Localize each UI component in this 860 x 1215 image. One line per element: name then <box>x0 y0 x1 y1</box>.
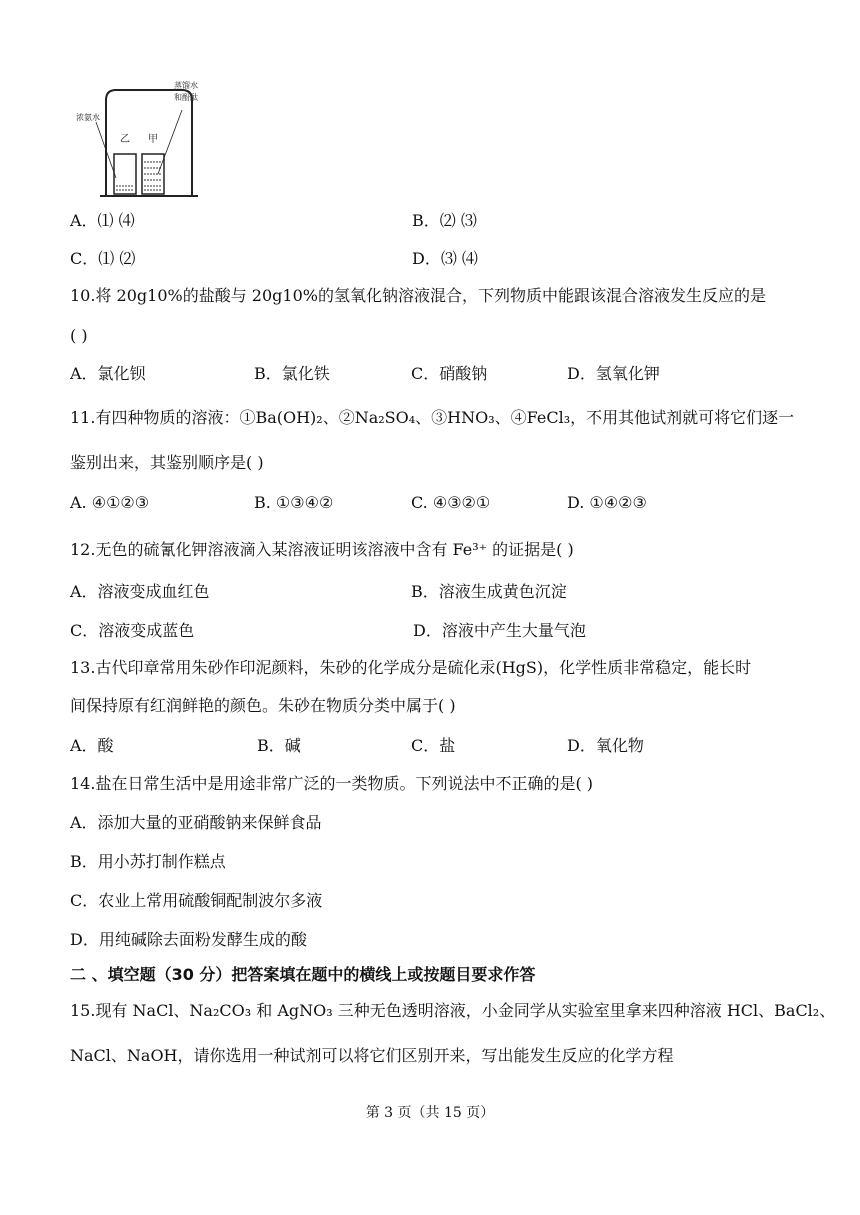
q13-option-c[interactable]: C．盐 <box>411 736 456 755</box>
q12-stem: 12.无色的硫氰化钾溶液滴入某溶液证明该溶液中含有 Fe³⁺ 的证据是( ) <box>70 540 574 559</box>
label-ammonia: 浓氨水 <box>76 113 100 122</box>
q12-option-c[interactable]: C．溶液变成蓝色 <box>70 621 195 640</box>
q13-option-a[interactable]: A．酸 <box>70 736 114 755</box>
q11-option-d[interactable]: D. ①④②③ <box>567 493 647 512</box>
q12-option-a[interactable]: A．溶液变成血红色 <box>70 582 210 601</box>
q13-stem-line1: 13.古代印章常用朱砂作印泥颜料，朱砂的化学成分是硫化汞(HgS)，化学性质非常稳定，能长时 <box>70 658 752 677</box>
q9-option-c[interactable]: C．⑴ ⑵ <box>70 249 136 268</box>
q9-option-b[interactable]: B．⑵ ⑶ <box>412 211 477 230</box>
q14-stem: 14.盐在日常生活中是用途非常广泛的一类物质。下列说法中不正确的是( ) <box>70 774 594 793</box>
q13-option-d[interactable]: D．氧化物 <box>567 736 644 755</box>
q14-option-b[interactable]: B．用小苏打制作糕点 <box>70 852 226 871</box>
q11-option-a[interactable]: A. ④①②③ <box>70 493 150 512</box>
page-footer: 第 3 页（共 15 页） <box>365 1105 495 1121</box>
q13-stem-line2: 间保持原有红润鲜艳的颜色。朱砂在物质分类中属于( ) <box>70 696 456 715</box>
q15-stem-line2: NaCl、NaOH，请你选用一种试剂可以将它们区别开来，写出能发生反应的化学方程 <box>70 1046 674 1065</box>
q9-option-a[interactable]: A．⑴ ⑷ <box>70 211 135 230</box>
q11-option-c[interactable]: C. ④③②① <box>411 493 491 512</box>
q13-option-b[interactable]: B．碱 <box>257 736 301 755</box>
bell-jar-diagram <box>74 78 224 200</box>
label-water: 蒸馏水 <box>174 81 198 90</box>
q10-stem-line2: ( ) <box>70 326 88 345</box>
label-beaker-yi: 乙 <box>120 134 130 145</box>
q15-stem-line1: 15.现有 NaCl、Na₂CO₃ 和 AgNO₃ 三种无色透明溶液，小金同学从实验室里拿来四种溶液 HCl、BaCl₂、 <box>70 1001 836 1020</box>
q14-option-a[interactable]: A．添加大量的亚硝酸钠来保鲜食品 <box>70 813 322 832</box>
q11-option-b[interactable]: B. ①③④② <box>254 493 334 512</box>
q12-option-b[interactable]: B．溶液生成黄色沉淀 <box>411 582 567 601</box>
q10-stem-line1: 10.将 20g10%的盐酸与 20g10%的氢氧化钠溶液混合，下列物质中能跟该混合溶液发生反应的是 <box>70 286 766 305</box>
label-phenolphthalein: 和酚酞 <box>174 93 198 102</box>
q14-option-c[interactable]: C．农业上常用硫酸铜配制波尔多液 <box>70 891 323 910</box>
q10-option-b[interactable]: B．氯化铁 <box>254 364 330 383</box>
q10-option-c[interactable]: C．硝酸钠 <box>411 364 488 383</box>
q11-stem-line1: 11.有四种物质的溶液：①Ba(OH)₂、②Na₂SO₄、③HNO₃、④FeCl₃，不用其他试剂就可将它们逐一 <box>70 408 795 427</box>
q12-option-d[interactable]: D．溶液中产生大量气泡 <box>413 621 586 640</box>
q10-option-a[interactable]: A．氯化钡 <box>70 364 146 383</box>
experiment-figure <box>74 78 224 200</box>
q11-stem-line2: 鉴别出来，其鉴别顺序是( ) <box>70 453 264 472</box>
q10-option-d[interactable]: D．氢氧化钾 <box>567 364 660 383</box>
label-beaker-jia: 甲 <box>148 134 158 145</box>
q9-option-d[interactable]: D．⑶ ⑷ <box>412 249 478 268</box>
q14-option-d[interactable]: D．用纯碱除去面粉发酵生成的酸 <box>70 930 307 949</box>
section-fill-in-title: 二 、填空题（30 分）把答案填在题中的横线上或按题目要求作答 <box>70 965 536 984</box>
